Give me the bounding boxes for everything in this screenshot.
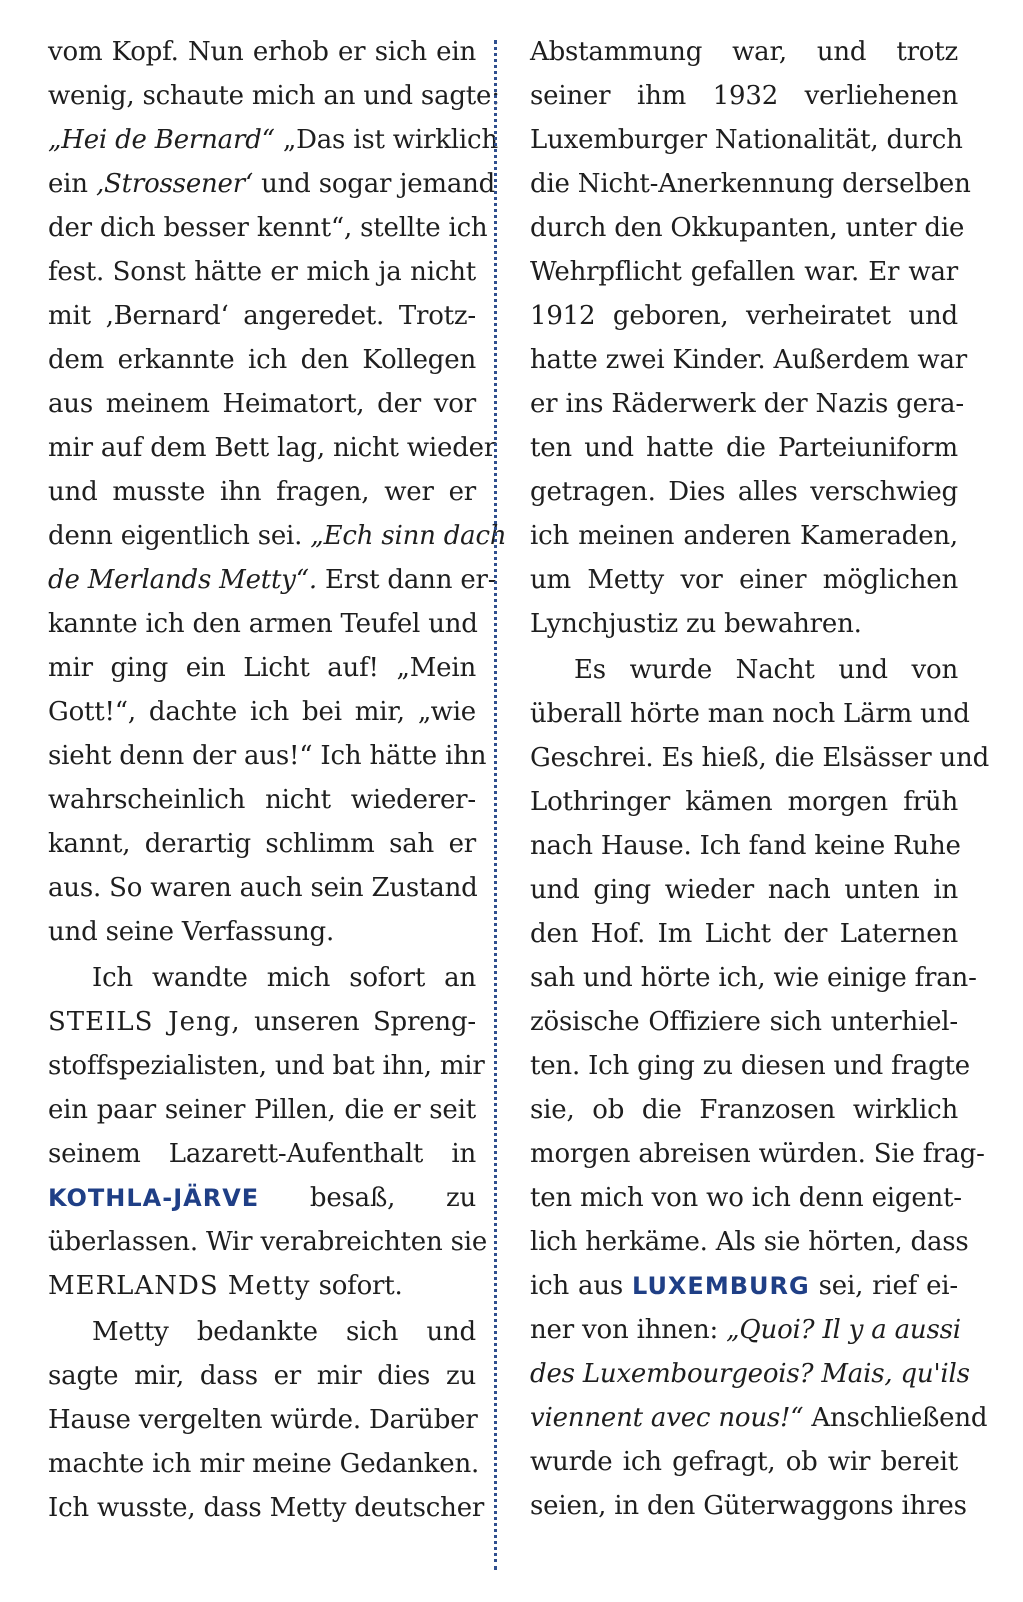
text-segment: und ging wieder nach unten in <box>530 875 958 905</box>
text-segment: aus. So waren auch sein Zustand <box>48 873 478 903</box>
text-segment: mir ging ein Licht auf! „Mein <box>48 653 476 683</box>
text-line <box>530 74 958 118</box>
text-segment: vom Kopf. Nun erhob er sich ein <box>48 37 476 67</box>
text-segment: lich herkäme. Als sie hörten, dass <box>530 1227 969 1257</box>
text-segment: mir auf dem Bett lag, nicht wieder <box>48 433 497 463</box>
text-line <box>530 868 958 912</box>
italic-text: „Quoi? Il y a aussi <box>726 1315 961 1345</box>
text-line <box>530 602 958 646</box>
text-line <box>530 206 965 250</box>
text-segment: Lothringer kämen morgen früh <box>530 787 958 817</box>
place-name: LUXEMBURG <box>632 1272 810 1300</box>
text-line <box>530 1044 970 1088</box>
text-segment: seien, in den Güterwaggons ihres <box>530 1491 967 1521</box>
text-segment: Hause vergelten würde. Darüber <box>48 1405 478 1435</box>
text-segment: und musste ihn fragen, wer er <box>48 477 476 507</box>
text-line <box>530 824 961 868</box>
text-line <box>530 1440 958 1484</box>
text-segment: stoffspezialisten, und bat ihn, mir <box>48 1051 485 1081</box>
text-segment: und seine Verfassung. <box>48 917 335 947</box>
italic-text: ‚Strossener‘ <box>95 169 254 199</box>
text-line <box>48 1000 476 1044</box>
text-segment: ein paar seiner Pillen, die er seit <box>48 1095 476 1125</box>
text-line <box>48 30 476 74</box>
text-segment: Es wurde Nacht und von <box>574 655 958 685</box>
text-segment: mit ‚Bernard‘ angeredet. Trotz- <box>48 301 476 331</box>
text-line <box>530 1000 958 1044</box>
text-line <box>530 558 958 602</box>
text-segment: überlassen. Wir verabreichten sie <box>48 1227 488 1257</box>
text-segment: morgen abreisen würden. Sie frag- <box>530 1139 985 1169</box>
text-segment: machte ich mir meine Gedanken. <box>48 1449 480 1479</box>
text-segment: Erst dann er- <box>316 565 497 595</box>
text-line <box>48 734 487 778</box>
text-segment: hatte zwei Kinder. Außerdem war <box>530 345 967 375</box>
text-segment: fest. Sonst hätte er mich ja nicht <box>48 257 476 287</box>
text-line <box>48 1088 476 1132</box>
text-line <box>48 514 507 558</box>
text-line <box>48 1398 476 1442</box>
text-line <box>530 1176 962 1220</box>
text-line <box>48 206 488 250</box>
text-segment: Gott!“, dachte ich bei mir, „wie <box>48 697 476 727</box>
text-line <box>530 1484 967 1528</box>
text-line <box>530 912 958 956</box>
text-line <box>530 382 964 426</box>
text-segment: um Metty vor einer möglichen <box>530 565 958 595</box>
text-line <box>530 426 958 470</box>
italic-text: des Luxembourgeois? Mais, qu'ils <box>530 1359 970 1389</box>
text-line <box>530 1396 988 1440</box>
text-line <box>530 1088 958 1132</box>
text-line <box>530 736 990 780</box>
text-segment: ten mich von wo ich denn eigent- <box>530 1183 962 1213</box>
italic-text: de Merlands Metty“. <box>48 565 317 595</box>
text-segment: „Das ist wirklich <box>274 125 498 155</box>
text-segment: zösische Offiziere sich unterhiel- <box>530 1007 958 1037</box>
text-segment: nach Hause. Ich fand keine Ruhe <box>530 831 961 861</box>
text-segment: sei, rief ei- <box>809 1271 959 1301</box>
text-line <box>530 470 958 514</box>
text-line <box>48 1264 476 1308</box>
text-line <box>48 118 498 162</box>
text-line <box>48 1486 485 1530</box>
text-segment: sieht denn der aus!“ Ich hätte ihn <box>48 741 487 771</box>
text-segment: kannt, derartig schlimm sah er <box>48 829 476 859</box>
text-line <box>530 118 963 162</box>
text-line <box>48 1442 480 1486</box>
text-line <box>48 1176 476 1220</box>
text-line <box>48 470 476 514</box>
text-line <box>530 162 971 206</box>
text-line <box>48 778 476 822</box>
text-segment: getragen. Dies alles verschwieg <box>530 477 958 507</box>
text-segment: sofort. <box>310 1271 403 1301</box>
text-line <box>48 338 476 382</box>
right-text-column <box>530 30 990 1528</box>
text-segment: er ins Räderwerk der Nazis gera- <box>530 389 964 419</box>
italic-text: viennent avec nous!“ <box>530 1403 804 1433</box>
text-segment: dem erkannte ich den Kollegen <box>48 345 476 375</box>
text-line <box>48 1132 476 1176</box>
text-segment: seinem Lazarett-Aufenthalt in <box>48 1139 476 1169</box>
text-segment: denn eigentlich sei. <box>48 521 311 551</box>
text-segment: die Nicht-Anerkennung derselben <box>530 169 971 199</box>
text-segment: Ich wandte mich sofort an <box>92 963 476 993</box>
text-segment: aus meinem Heimatort, der vor <box>48 389 476 419</box>
text-segment: sah und hörte ich, wie einige fran- <box>530 963 977 993</box>
text-line <box>48 558 497 602</box>
text-segment: der dich besser kennt“, stellte ich <box>48 213 488 243</box>
text-segment: ich aus <box>530 1271 632 1301</box>
text-line <box>48 162 496 206</box>
left-text-column <box>48 30 507 1530</box>
text-segment: kannte ich den armen Teufel und <box>48 609 478 639</box>
text-segment: seiner ihm 1932 verliehenen <box>530 81 958 111</box>
text-segment: ten und hatte die Parteiuniform <box>530 433 958 463</box>
text-line <box>530 250 958 294</box>
text-line <box>530 1264 958 1308</box>
text-line <box>530 1352 970 1396</box>
text-line <box>48 690 476 734</box>
italic-text: „Hei de Bernard“ <box>48 125 275 155</box>
text-segment: Ich wusste, dass Metty deutscher <box>48 1493 485 1523</box>
text-line <box>48 250 476 294</box>
text-line <box>48 1310 476 1354</box>
place-name: KOTHLA-JÄRVE <box>48 1184 260 1212</box>
text-line <box>48 866 476 910</box>
text-segment: ich meinen anderen Kameraden, <box>530 521 958 551</box>
text-line <box>48 1220 488 1264</box>
name-text: MERLANDS Metty <box>48 1271 311 1301</box>
text-line <box>530 514 958 558</box>
text-segment: besaß, zu <box>259 1183 476 1213</box>
text-line <box>48 382 476 426</box>
text-line <box>530 1132 985 1176</box>
text-line <box>48 426 497 470</box>
text-segment: wahrscheinlich nicht wiederer- <box>48 785 476 815</box>
text-segment: Abstammung war, und trotz <box>530 37 958 67</box>
text-line <box>530 338 967 382</box>
text-segment: sie, ob die Franzosen wirklich <box>530 1095 958 1125</box>
text-segment: unseren Spreng- <box>240 1007 476 1037</box>
text-segment: sagte mir, dass er mir dies zu <box>48 1361 476 1391</box>
text-line <box>48 1044 485 1088</box>
dotted-column-divider <box>494 40 497 1570</box>
text-segment: Metty bedankte sich und <box>92 1317 476 1347</box>
text-segment: ten. Ich ging zu diesen und fragte <box>530 1051 970 1081</box>
text-segment: wurde ich gefragt, ob wir bereit <box>530 1447 958 1477</box>
text-segment: und sogar jemand <box>253 169 496 199</box>
text-segment: 1912 geboren, verheiratet und <box>530 301 958 331</box>
text-line <box>48 646 476 690</box>
italic-text: „Ech sinn dach <box>310 521 507 551</box>
text-segment: ein <box>48 169 96 199</box>
text-segment: ner von ihnen: <box>530 1315 727 1345</box>
text-line <box>48 910 476 954</box>
text-line <box>48 1354 476 1398</box>
text-segment: Lynchjustiz zu bewahren. <box>530 609 862 639</box>
text-line <box>530 1220 969 1264</box>
text-line <box>530 294 958 338</box>
text-line <box>48 956 476 1000</box>
text-line <box>48 294 476 338</box>
text-segment: wenig, schaute mich an und sagte: <box>48 81 500 111</box>
text-line <box>48 74 500 118</box>
text-line <box>48 602 476 646</box>
text-line <box>530 956 977 1000</box>
text-segment: durch den Okkupanten, unter die <box>530 213 965 243</box>
text-line <box>48 822 476 866</box>
text-segment: Geschrei. Es hieß, die Elsässer und <box>530 743 990 773</box>
text-line <box>530 30 958 74</box>
text-segment: Luxemburger Nationalität, durch <box>530 125 963 155</box>
text-line <box>530 780 958 824</box>
text-segment: den Hof. Im Licht der Laternen <box>530 919 958 949</box>
text-segment: Wehrpflicht gefallen war. Er war <box>530 257 958 287</box>
text-line <box>530 1308 961 1352</box>
text-segment: Anschließend <box>803 1403 988 1433</box>
text-line <box>530 648 958 692</box>
text-line <box>530 692 970 736</box>
text-segment: überall hörte man noch Lärm und <box>530 699 970 729</box>
name-text: STEILS Jeng, <box>48 1007 241 1037</box>
